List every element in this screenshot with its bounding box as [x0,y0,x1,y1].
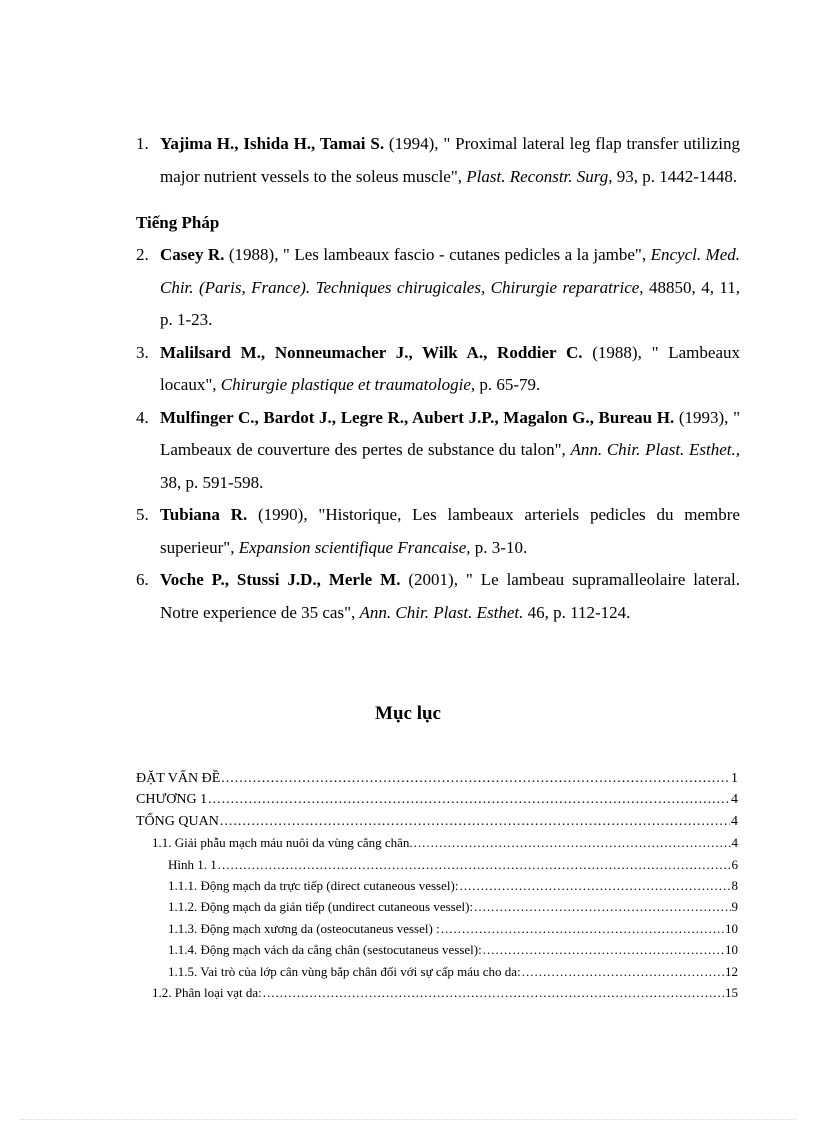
toc-entry-page: 4 [731,813,738,829]
toc-entry[interactable] [136,814,738,835]
reference-number: 6. [136,570,149,589]
reference-list [136,128,740,629]
toc-entry-label: 1.1.1. Động mạch da trực tiếp (direct cutaneous vessel): [168,877,459,893]
reference-pages: 48850, 4, 11, p. 1-23. [160,277,740,329]
toc-entry-label: 1.2. Phân loại vạt da: [152,984,262,1000]
toc-entry[interactable] [136,835,738,856]
toc-leader-dots [208,792,730,808]
reference-journal: Ann. Chir. Plast. Esthet. [359,602,524,622]
toc-entry-label: CHƯƠNG 1 [136,792,208,808]
toc-entry-label: TỔNG QUAN [136,813,219,829]
toc-leader-dots [522,964,724,980]
toc-leader-dots [474,899,730,915]
toc-entry[interactable] [136,921,738,942]
toc-entry-page: 6 [731,856,738,872]
reference-number: 4. [136,407,149,427]
reference-number: 2. [136,245,149,264]
reference-number: 5. [136,505,149,524]
reference-journal: Plast. Reconstr. Surg, [466,166,613,186]
toc-leader-dots [414,835,731,851]
reference-pages: 93, p. 1442-1448. [612,166,738,186]
reference-journal: Ann. Chir. Plast. Esthet., [570,440,740,459]
toc-title: Mục lục [375,703,441,724]
toc-entry-label: 1.1.4. Động mạch vách da cẳng chân (sestocutaneus vessel): [168,942,482,958]
reference-authors: Malilsard M., Nonneumacher J., Wilk A., Roddier C. [160,342,583,362]
reference-item [136,564,740,629]
reference-journal: Chirurgie plastique et traumatologie, [220,375,476,394]
reference-details: (1988), " Les lambeaux fascio - cutanes pedicles a la jambe", [224,245,651,264]
toc-entry-page: 8 [731,877,738,893]
toc-entry[interactable] [136,857,738,878]
page-divider [20,1119,796,1120]
toc-entry[interactable] [136,899,738,920]
reference-journal: Encycl. Med. Chir. (Paris, France). Techniques chirugicales, Chirurgie reparatrice, [160,245,741,297]
toc-entry-label: 1.1.5. Vai trò của lớp cân vùng bắp chân đối với sự cấp máu cho da: [168,963,521,979]
reference-authors: Yajima H., Ishida H., Tamai S. [160,134,385,153]
reference-authors: Casey R. [160,245,225,264]
toc-entry-page: 4 [731,792,738,808]
reference-number: 1. [136,134,149,153]
reference-details: (1994), " Proximal lateral leg flap transfer utilizing major nutrient vessels to the soleus muscle", [160,134,740,186]
toc-entry-label: 1.1.2. Động mạch da gián tiếp (undirect cutaneous vessel): [168,899,474,915]
toc-entry-page: 15 [725,984,738,1000]
toc-entry[interactable] [136,878,738,899]
toc-leader-dots [441,921,724,937]
reference-details: (1990), "Historique, Les lambeaux arteriels pedicles du membre superieur", [160,505,740,557]
reference-pages: p. 3-10. [470,537,528,557]
reference-details: (1988), " Lambeaux locaux", [160,342,740,394]
table-of-contents [136,771,738,1006]
toc-entry-label: 1.1.3. Động mạch xương da (osteocutaneus vessel) : [168,920,440,936]
reference-authors: Voche P., Stussi J.D., Merle M. [160,570,401,589]
reference-authors: Mulfinger C., Bardot J., Legre R., Aubert J.P., Magalon G., Bureau H. [160,407,675,427]
reference-item [136,499,740,564]
reference-number: 3. [136,342,149,362]
toc-leader-dots [220,814,730,830]
toc-entry[interactable] [136,771,738,792]
toc-entry-label: Hình 1. 1 [168,856,217,872]
reference-item [136,402,740,500]
toc-entry[interactable] [136,942,738,963]
toc-entry[interactable] [136,985,738,1006]
reference-details: (1993), " Lambeaux de couverture des pertes de substance du talon", [160,407,741,459]
toc-entry-page: 10 [725,942,738,958]
reference-pages: 38, p. 591-598. [160,472,264,492]
toc-leader-dots [483,942,724,958]
toc-entry-page: 9 [731,899,738,915]
reference-item [136,239,740,337]
reference-pages: p. 65-79. [475,375,541,394]
section-heading: Tiếng Pháp [136,213,220,232]
toc-leader-dots [221,771,730,787]
reference-journal: Expansion scientifique Francaise, [238,537,471,557]
toc-leader-dots [218,857,731,873]
reference-item [136,128,740,193]
toc-entry-page: 1 [731,771,738,786]
toc-entry-page: 4 [731,835,738,851]
reference-authors: Tubiana R. [160,505,248,524]
toc-entry-label: ĐẶT VẤN ĐỀ [136,771,221,786]
toc-leader-dots [459,878,730,894]
toc-entry[interactable] [136,792,738,813]
toc-leader-dots [263,985,724,1001]
reference-details: (2001), " Le lambeau supramalleolaire lateral. Notre experience de 35 cas", [160,570,740,622]
reference-pages: 46, p. 112-124. [523,602,631,622]
toc-entry-label: 1.1. Giải phẫu mạch máu nuôi da vùng cẳng chân. [152,835,413,851]
toc-entry-page: 10 [725,920,738,936]
reference-item [136,337,740,402]
toc-entry-page: 12 [725,963,738,979]
toc-entry[interactable] [136,964,738,985]
